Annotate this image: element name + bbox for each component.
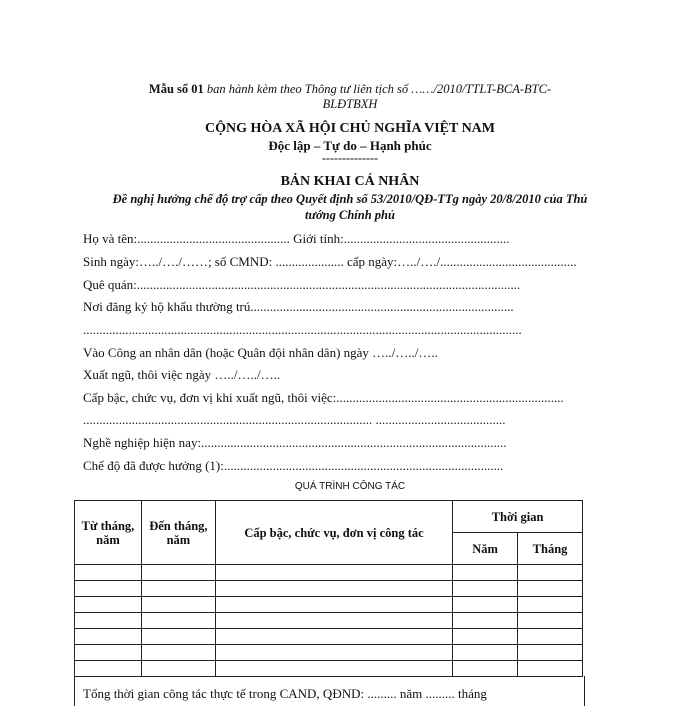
table-cell[interactable]: [141, 629, 215, 645]
table-cell[interactable]: [518, 613, 583, 629]
table-cell[interactable]: [215, 597, 452, 613]
table-row: [75, 661, 583, 677]
table-cell[interactable]: [518, 565, 583, 581]
table-row: [75, 645, 583, 661]
form-number: Mẫu số 01: [148, 82, 204, 96]
table-cell[interactable]: [453, 645, 518, 661]
table-cell[interactable]: [215, 645, 452, 661]
table-cell[interactable]: [215, 661, 452, 677]
nation-heading: CỘNG HÒA XÃ HỘI CHỦ NGHĨA VIỆT NAM: [204, 121, 495, 136]
column-header-from: Từ tháng, năm: [75, 501, 142, 565]
column-header-duration: Thời gian: [453, 501, 583, 533]
table-cell[interactable]: [453, 661, 518, 677]
form-number-line-2: [0, 97, 700, 112]
table-row: [75, 565, 583, 581]
table-row: [75, 597, 583, 613]
column-header-years: Năm: [453, 533, 518, 565]
form-number-line: [0, 82, 700, 97]
table-cell[interactable]: [518, 645, 583, 661]
table-cell[interactable]: [518, 661, 583, 677]
column-header-unit: Cấp bậc, chức vụ, đơn vị công tác: [215, 501, 452, 565]
table-cell[interactable]: [453, 629, 518, 645]
table-cell[interactable]: [215, 581, 452, 597]
table-cell[interactable]: [141, 565, 215, 581]
table-cell[interactable]: [141, 661, 215, 677]
table-row: [75, 581, 583, 597]
field-residence-continued: .......................................................................................................................................: [83, 322, 522, 337]
field-birth-id: Sinh ngày:…../…./……; số CMND: ..................... cấp ngày:…../…./..........................................: [83, 254, 577, 269]
motto-heading: Độc lập – Tự do – Hạnh phúc: [268, 138, 432, 153]
field-benefits: Chế độ đã được hưởng (1):......................................................................................: [83, 458, 504, 473]
column-header-to: Đến tháng, năm: [141, 501, 215, 565]
table-cell[interactable]: [518, 597, 583, 613]
field-rank-unit-continued: ......................................................................................... ........................................: [83, 412, 506, 427]
table-cell[interactable]: [215, 613, 452, 629]
table-cell[interactable]: [75, 581, 142, 597]
table-row: [75, 613, 583, 629]
table-cell[interactable]: [518, 581, 583, 597]
table-cell[interactable]: [75, 565, 142, 581]
table-cell[interactable]: [75, 597, 142, 613]
table-cell[interactable]: [141, 645, 215, 661]
table-cell[interactable]: [453, 565, 518, 581]
total-service-time: Tổng thời gian công tác thực tế trong CAND, QĐND: ......... năm ......... tháng: [83, 686, 487, 701]
work-history-table: [74, 500, 583, 677]
table-cell[interactable]: [215, 565, 452, 581]
field-rank-unit: Cấp bậc, chức vụ, đơn vị khi xuất ngũ, thôi việc:......................................................................: [83, 390, 564, 405]
table-cell[interactable]: [75, 629, 142, 645]
table-cell[interactable]: [141, 581, 215, 597]
table-row: [75, 629, 583, 645]
table-header-row: [75, 501, 583, 533]
form-circular-reference: ban hành kèm theo Thông tư liên tịch số ……/2010/TTLT-BCA-BTC-: [203, 82, 552, 96]
header-divider: --------------: [322, 151, 378, 165]
table-cell[interactable]: [453, 597, 518, 613]
table-cell[interactable]: [75, 661, 142, 677]
document-subtitle-cont: tướng Chính phủ: [305, 208, 395, 222]
document-title: BẢN KHAI CÁ NHÂN: [280, 174, 420, 189]
field-hometown: Quê quán:......................................................................................................................: [83, 277, 521, 292]
table-cell[interactable]: [75, 613, 142, 629]
field-occupation: Nghề nghiệp hiện nay:..............................................................................................: [83, 435, 507, 450]
section-title-work-history: QUÁ TRÌNH CÔNG TÁC: [294, 481, 406, 492]
document-subtitle: Đề nghị hưởng chế độ trợ cấp theo Quyết định số 53/2010/QĐ-TTg ngày 20/8/2010 của Thủ: [112, 192, 588, 206]
table-cell[interactable]: [453, 581, 518, 597]
table-cell[interactable]: [75, 645, 142, 661]
table-cell[interactable]: [215, 629, 452, 645]
table-cell[interactable]: [453, 613, 518, 629]
field-residence: Nơi đăng ký hộ khẩu thường trú.................................................................................: [83, 299, 514, 314]
field-discharged-date: Xuất ngũ, thôi việc ngày …../…../…..: [83, 367, 281, 382]
table-cell[interactable]: [518, 629, 583, 645]
field-name-gender: Họ và tên:............................................... Giới tính:...................................................: [83, 231, 510, 246]
column-header-months: Tháng: [518, 533, 583, 565]
form-circular-reference-cont: BLĐTBXH: [322, 97, 378, 111]
field-joined-date: Vào Công an nhân dân (hoặc Quân đội nhân dân) ngày …../…../…..: [83, 345, 438, 360]
table-cell[interactable]: [141, 613, 215, 629]
table-cell[interactable]: [141, 597, 215, 613]
